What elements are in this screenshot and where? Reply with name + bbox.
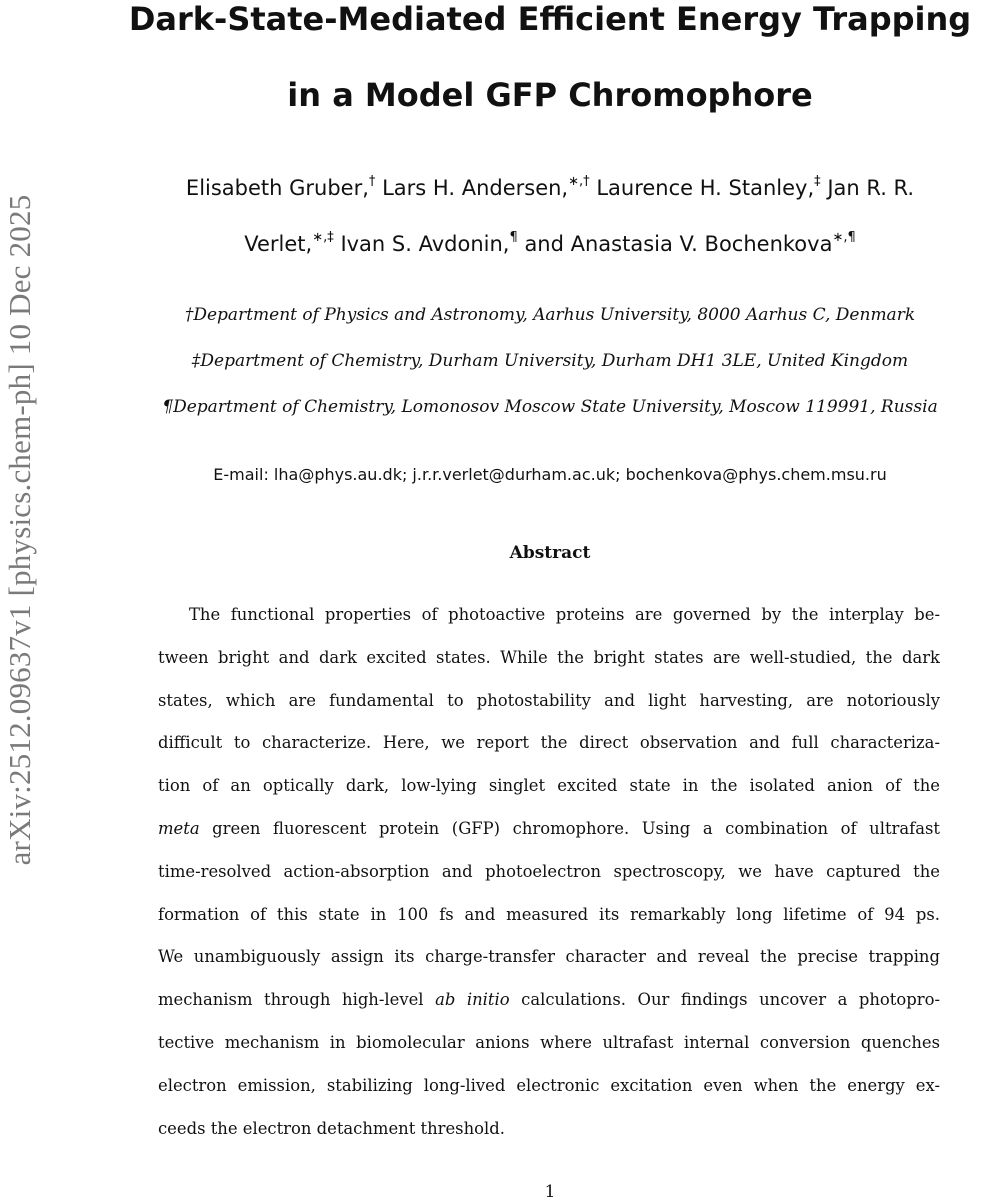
paper-title-line-2: in a Model GFP Chromophore [287, 76, 813, 114]
abstract-line: states, which are fundamental to photostability and light harvesting, are notoriously [158, 690, 940, 710]
affiliation-aarhus: †Department of Physics and Astronomy, Aarhus University, 8000 Aarhus C, Denmark [184, 305, 916, 325]
abstract-line: difficult to characterize. Here, we report the direct observation and full characteriza- [158, 733, 940, 753]
abstract-body [158, 594, 940, 1150]
abstract-line: formation of this state in 100 fs and measured its remarkably long lifetime of 94 ps. [158, 904, 940, 924]
author-name: Verlet, [244, 232, 313, 256]
paper-title-line-1: Dark-State-Mediated Efficient Energy Trapping [128, 0, 972, 38]
contact-emails: E-mail: lha@phys.au.dk; j.r.r.verlet@durham.ac.uk; bochenkova@phys.chem.msu.ru [213, 465, 887, 484]
author-mark: ∗,¶ [832, 230, 856, 245]
abstract-line [158, 979, 940, 1022]
abstract-line: The functional properties of photoactive proteins are governed by the interplay be- [189, 605, 940, 624]
abstract-line: time-resolved action-absorption and photoelectron spectroscopy, we have captured the [158, 861, 940, 881]
author-name: and Anastasia V. Bochenkova [524, 232, 833, 256]
arxiv-sidebar [2, 110, 38, 950]
abstract-text: green fluorescent protein (GFP) chromophore. Using a combination of ultrafast [199, 818, 940, 838]
abstract-line: We unambiguously assign its charge-transfer character and reveal the precise trapping [158, 947, 940, 967]
affiliation-moscow: ¶Department of Chemistry, Lomonosov Moscow State University, Moscow 119991, Russia [162, 397, 938, 417]
abstract-line: tween bright and dark excited states. While the bright states are well-studied, the dark [158, 647, 940, 667]
affiliation-durham: ‡Department of Chemistry, Durham University, Durham DH1 3LE, United Kingdom [191, 351, 909, 371]
abstract-line: electron emission, stabilizing long-lived electronic excitation even when the energy ex- [158, 1075, 940, 1095]
abstract-line [158, 808, 940, 851]
author-name: Laurence H. Stanley, [596, 176, 815, 200]
arxiv-identifier: arXiv:2512.09637v1 [physics.chem-ph] 10 Dec 2025 [2, 194, 37, 866]
abstract-line: tective mechanism in biomolecular anions where ultrafast internal conversion quenches [158, 1032, 940, 1052]
author-mark: † [368, 174, 376, 189]
author-line-2 [110, 230, 990, 258]
abstract-heading: Abstract [509, 543, 591, 563]
abstract-line: tion of an optically dark, low-lying singlet excited state in the isolated anion of the [158, 776, 940, 796]
author-name: Ivan S. Avdonin, [340, 232, 510, 256]
author-name: Lars H. Andersen, [382, 176, 569, 200]
author-mark: ‡ [814, 174, 821, 189]
abstract-line: ceeds the electron detachment threshold. [158, 1118, 505, 1138]
author-name: Elisabeth Gruber, [185, 176, 369, 200]
abstract-text: calculations. Our findings uncover a photopro- [509, 990, 940, 1010]
author-mark: ∗,‡ [312, 230, 334, 245]
abstract-italic-term: meta [158, 818, 200, 838]
author-mark: ¶ [509, 230, 518, 245]
page-number: 1 [544, 1182, 556, 1202]
abstract-text: mechanism through high-level [158, 990, 436, 1010]
author-name: Jan R. R. [827, 176, 915, 200]
author-mark: ∗,† [568, 174, 590, 189]
author-line-1 [110, 174, 990, 202]
abstract-italic-term: ab initio [435, 990, 510, 1010]
